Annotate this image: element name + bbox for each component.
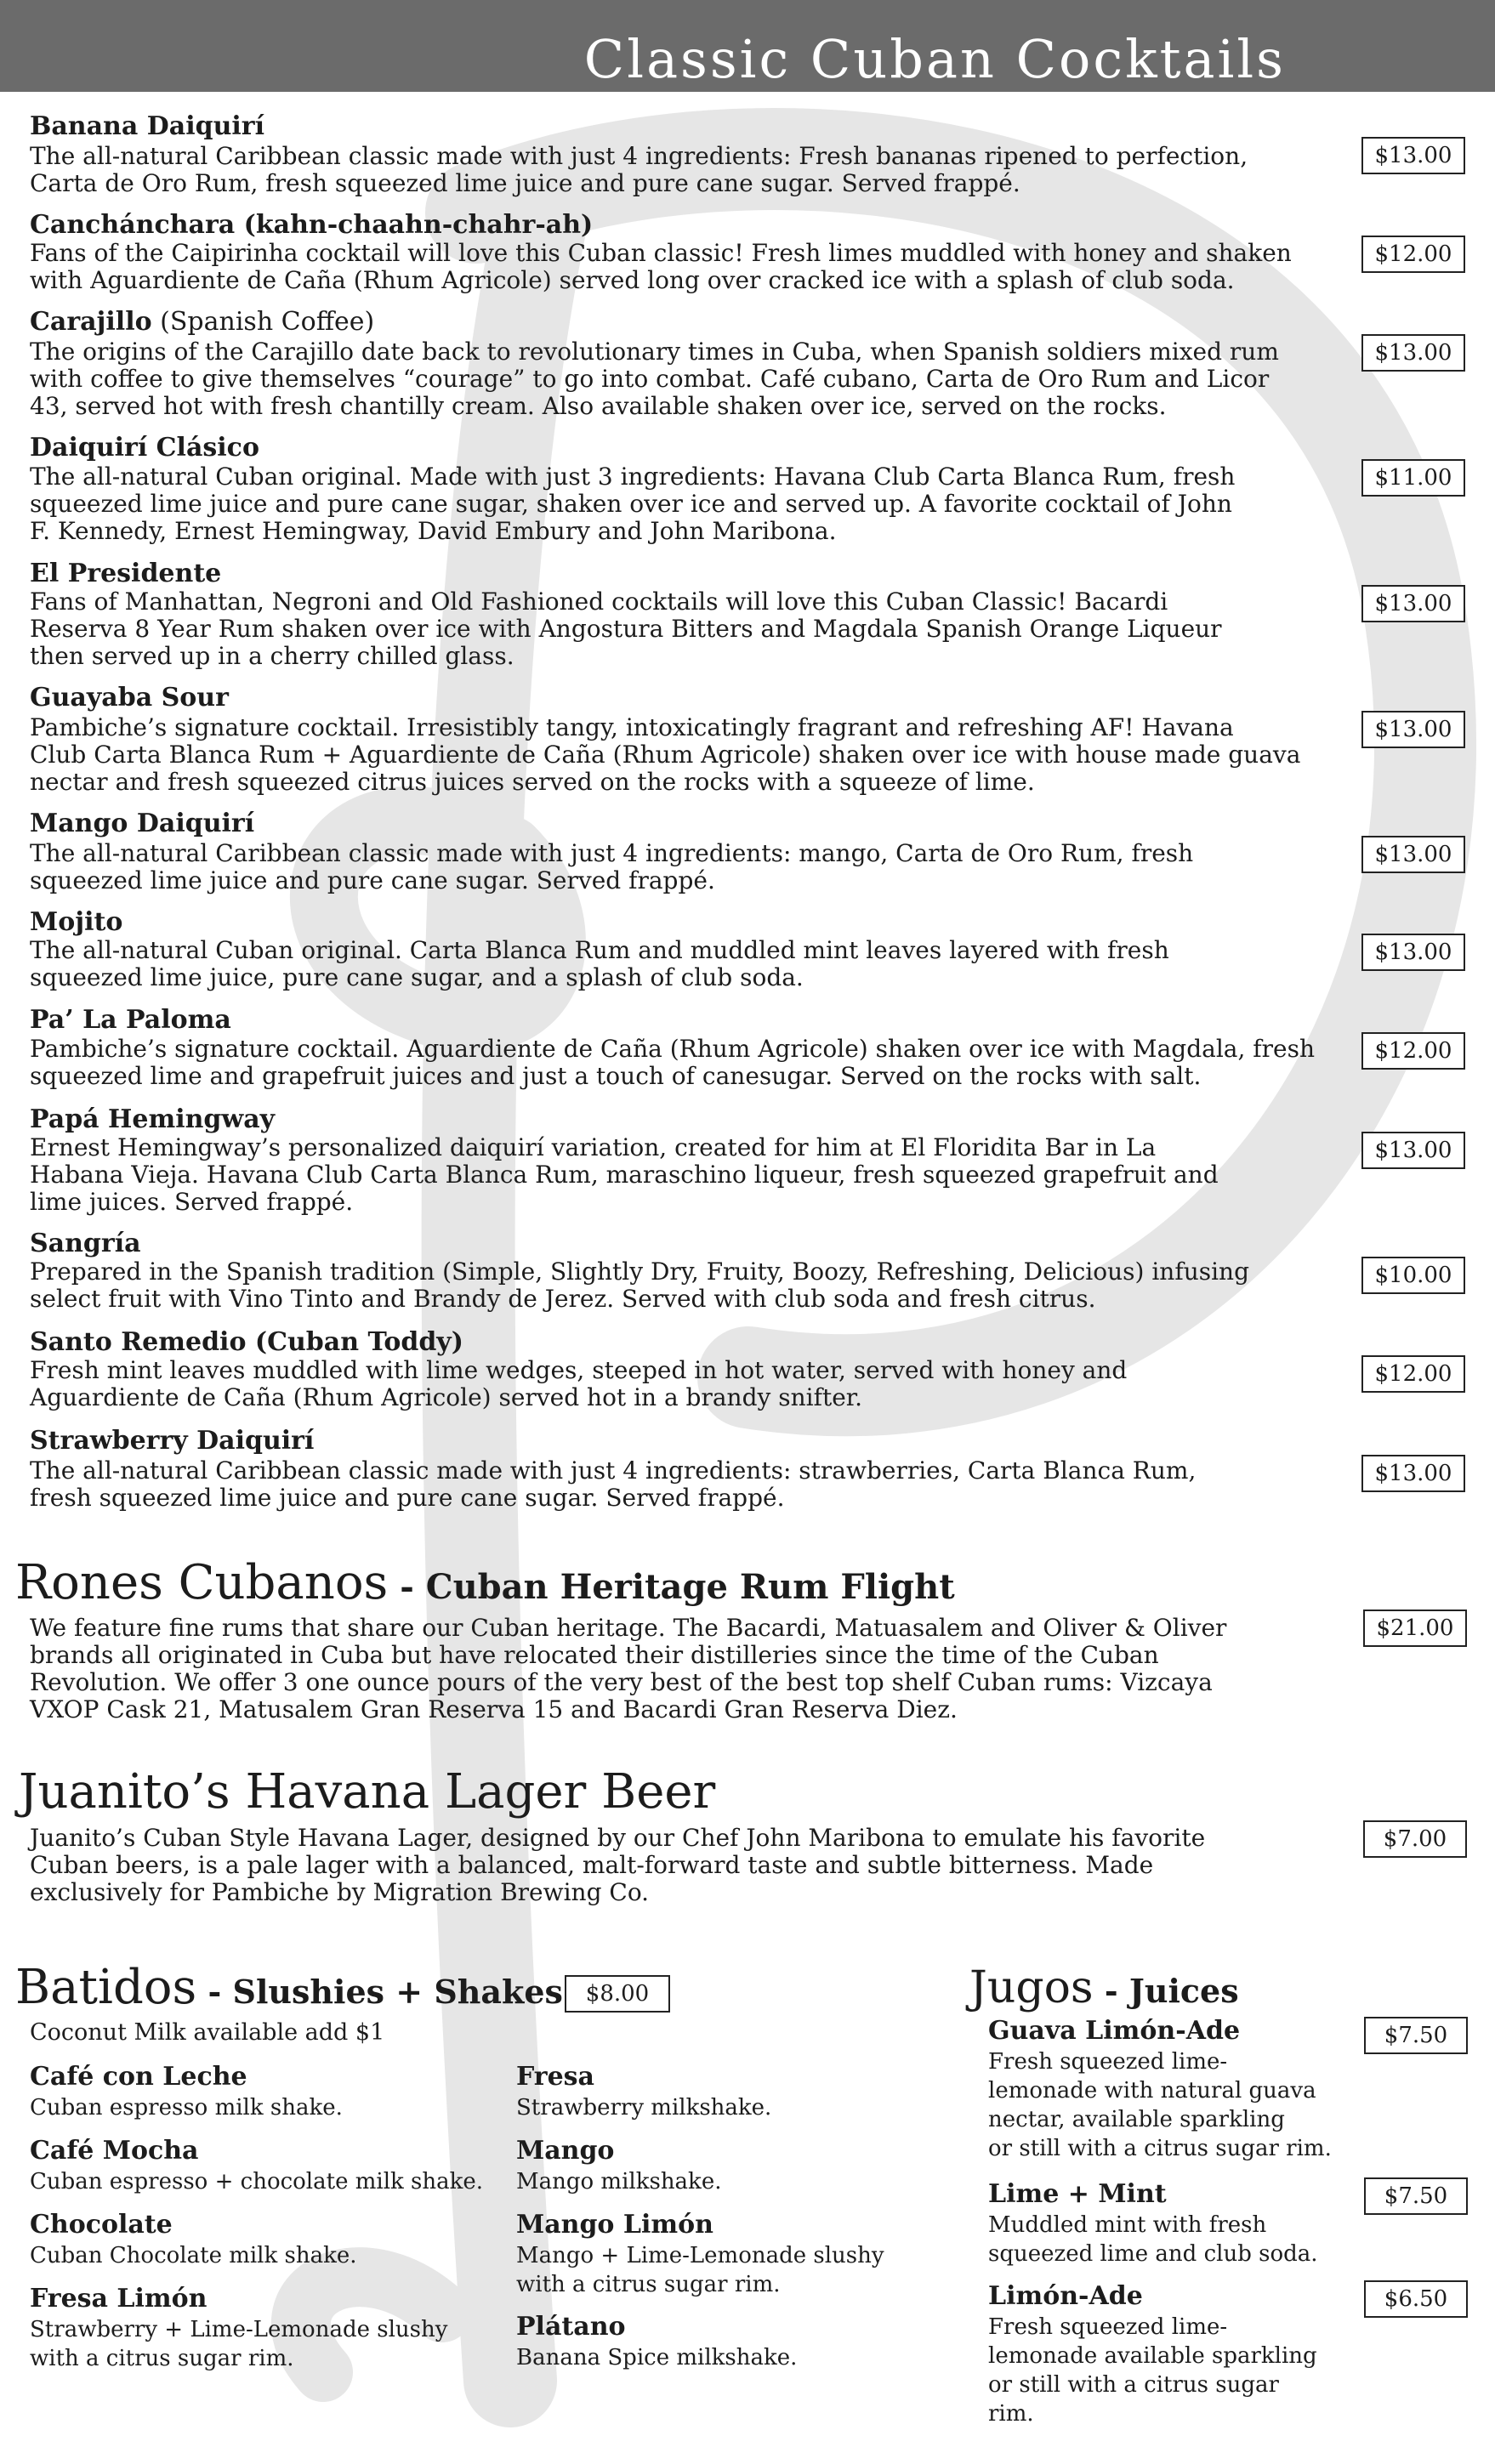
item-name: Mojito xyxy=(30,907,123,937)
item-name: Daiquirí Clásico xyxy=(30,433,259,463)
item-name: Lime + Mint xyxy=(988,2179,1167,2209)
batidos-heading xyxy=(15,1961,563,2019)
item-description: Prepared in the Spanish tradition (Simple, Slightly Dry, Fruity, Boozy, Refreshing, Delicious) infusing select fruit with Vino Tinto and Brandy de Jerez. Served with club soda and fresh citrus. xyxy=(30,1258,1250,1313)
item-name: Limón-Ade xyxy=(988,2281,1143,2311)
item-description: Muddled mint with fresh squeezed lime and club soda. xyxy=(988,2212,1318,2267)
section-title: Rones Cubanos xyxy=(15,1555,389,1610)
price-box: $10.00 xyxy=(1361,1257,1465,1294)
item-description: Mango milkshake. xyxy=(516,2169,722,2194)
price-box: $11.00 xyxy=(1361,459,1465,497)
item-name: Santo Remedio (Cuban Toddy) xyxy=(30,1327,463,1357)
item-name: Mango Daiquirí xyxy=(30,809,255,838)
item-name: Guava Limón-Ade xyxy=(988,2016,1241,2046)
item-name: Café Mocha xyxy=(30,2136,199,2166)
section-subtitle: - Slushies + Shakes xyxy=(196,1973,563,2011)
rones-description: We feature fine rums that share our Cuban heritage. The Bacardi, Matuasalem and Oliver & Oliver brands all originated in Cuba but have relocated their distilleries since the time of the Cuban Revolution. We offer 3 one ounce pours of the very best of the best top shelf Cuban rums: Vizcaya VXOP Cask 21, Matusalem Gran Reserva 15 and Bacardi Gran Reserva Diez. xyxy=(30,1614,1227,1723)
item-name: Canchánchara (kahn-chaahn-chahr-ah) xyxy=(30,210,594,240)
item-description: Fresh mint leaves muddled with lime wedges, steeped in hot water, served with honey and Aguardiente de Caña (Rhum Agricole) served hot in a brandy snifter. xyxy=(30,1356,1128,1411)
item-name: Banana Daiquirí xyxy=(30,111,264,141)
beer-description: Juanito’s Cuban Style Havana Lager, designed by our Chef John Maribona to emulate his favorite Cuban beers, is a pale lager with a balanced, malt-forward taste and subtle bitterness. Made exclusively for Pambiche by Migration Brewing Co. xyxy=(30,1824,1206,1906)
item-name: Strawberry Daiquirí xyxy=(30,1426,315,1456)
item-description: Ernest Hemingway’s personalized daiquirí variation, created for him at El Floridita Bar in La Habana Vieja. Havana Club Carta Blanca Rum, maraschino liqueur, fresh squeezed grapefruit and lime juices. Served frappé. xyxy=(30,1133,1219,1216)
price-box: $7.50 xyxy=(1364,2017,1468,2054)
item-description: Fresh squeezed lime- lemonade with natural guava nectar, available sparkling or still with a citrus sugar rim. xyxy=(988,2049,1332,2161)
item-description: Cuban Chocolate milk shake. xyxy=(30,2243,357,2268)
price-box: $6.50 xyxy=(1364,2280,1468,2318)
section-subtitle: - Juices xyxy=(1093,1972,1239,2010)
price-box: $12.00 xyxy=(1361,1032,1465,1070)
header-bar xyxy=(0,0,1495,92)
item-name: El Presidente xyxy=(30,559,222,588)
price-box: $7.50 xyxy=(1364,2177,1468,2215)
item-name: Mango xyxy=(516,2136,615,2166)
item-description: Fans of Manhattan, Negroni and Old Fashioned cocktails will love this Cuban Classic! Bacardi Reserva 8 Year Rum shaken over ice with Angostura Bitters and Magdala Spanish Orange Liqueur then served up in a cherry chilled glass. xyxy=(30,588,1222,670)
item-description: Fresh squeezed lime- lemonade available sparkling or still with a citrus sugar rim. xyxy=(988,2314,1317,2427)
item-name: Papá Hemingway xyxy=(30,1104,276,1134)
section-title: Batidos xyxy=(15,1960,197,2015)
item-description: Cuban espresso + chocolate milk shake. xyxy=(30,2169,484,2194)
price-box: $12.00 xyxy=(1361,1355,1465,1393)
price-box: $21.00 xyxy=(1363,1610,1467,1647)
item-description: Strawberry + Lime-Lemonade slushy with a citrus sugar rim. xyxy=(30,2317,448,2371)
item-description: Pambiche’s signature cocktail. Aguardiente de Caña (Rhum Agricole) shaken over ice with Magdala, fresh squeezed lime and grapefruit juices and just a touch of canesugar. Served on the rocks with salt. xyxy=(30,1035,1316,1090)
item-description: The all-natural Caribbean classic made with just 4 ingredients: Fresh bananas ripened to perfection, Carta de Oro Rum, fresh squeezed lime juice and pure cane sugar. Served frappé. xyxy=(30,142,1248,197)
price-box: $13.00 xyxy=(1361,1455,1465,1492)
item-name: Pa’ La Paloma xyxy=(30,1005,231,1035)
item-description: Strawberry milkshake. xyxy=(516,2095,772,2121)
section-subtitle: - Cuban Heritage Rum Flight xyxy=(388,1567,955,1607)
item-description: The all-natural Cuban original. Made with just 3 ingredients: Havana Club Carta Blanca Rum, fresh squeezed lime juice and pure cane sugar, shaken over ice and served up. A favorite cocktail of John F. Kennedy, Ernest Hemingway, David Embury and John Maribona. xyxy=(30,463,1236,545)
item-name: Café con Leche xyxy=(30,2062,247,2092)
price-box: $13.00 xyxy=(1361,836,1465,873)
item-name: Guayaba Sour xyxy=(30,683,229,713)
section-title: Jugos xyxy=(969,1962,1094,2013)
item-name: Fresa xyxy=(516,2062,594,2092)
page-title: Classic Cuban Cocktails xyxy=(583,28,1286,90)
item-name: Carajillo (Spanish Coffee) xyxy=(30,307,375,337)
item-name: Chocolate xyxy=(30,2210,173,2240)
price-box: $7.00 xyxy=(1363,1820,1467,1858)
item-name: Fresa Limón xyxy=(30,2284,207,2314)
item-name: Plátano xyxy=(516,2312,626,2342)
item-description: Banana Spice milkshake. xyxy=(516,2345,798,2370)
item-description: The all-natural Caribbean classic made with just 4 ingredients: strawberries, Carta Blanca Rum, fresh squeezed lime juice and pure cane sugar. Served frappé. xyxy=(30,1456,1197,1512)
item-description: The all-natural Cuban original. Carta Blanca Rum and muddled mint leaves layered with fresh squeezed lime juice, pure cane sugar, and a splash of club soda. xyxy=(30,936,1169,991)
item-description: The all-natural Caribbean classic made with just 4 ingredients: mango, Carta de Oro Rum, fresh squeezed lime juice and pure cane sugar. Served frappé. xyxy=(30,839,1194,894)
item-description: Mango + Lime-Lemonade slushy with a citrus sugar rim. xyxy=(516,2243,884,2297)
item-name: Mango Limón xyxy=(516,2210,713,2240)
item-description: The origins of the Carajillo date back to revolutionary times in Cuba, when Spanish soldiers mixed rum with coffee to give themselves “courage” to go into combat. Café cubano, Carta de Oro Rum and Licor 43, served hot with fresh chantilly cream. Also available shaken over ice, served on the rocks. xyxy=(30,338,1279,420)
price-box: $13.00 xyxy=(1361,1132,1465,1169)
item-description: Fans of the Caipirinha cocktail will love this Cuban classic! Fresh limes muddled with honey and shaken with Aguardiente de Caña (Rhum Agricole) served long over cracked ice with a splash of club soda. xyxy=(30,239,1292,294)
item-description: Pambiche’s signature cocktail. Irresistibly tangy, intoxicatingly fragrant and refreshing AF! Havana Club Carta Blanca Rum + Aguardiente de Caña (Rhum Agricole) shaken over ice with house made guava nectar and fresh squeezed citrus juices served on the rocks with a squeeze of lime. xyxy=(30,713,1301,796)
price-box: $13.00 xyxy=(1361,334,1465,372)
price-box: $8.00 xyxy=(565,1975,670,2013)
price-box: $13.00 xyxy=(1361,137,1465,174)
price-box: $12.00 xyxy=(1361,236,1465,273)
beer-heading: Juanito’s Havana Lager Beer xyxy=(19,1764,716,1820)
batidos-note: Coconut Milk available add $1 xyxy=(30,2019,385,2046)
item-description: Cuban espresso milk shake. xyxy=(30,2095,343,2121)
price-box: $13.00 xyxy=(1361,711,1465,748)
price-box: $13.00 xyxy=(1361,585,1465,622)
item-name: Sangría xyxy=(30,1229,141,1258)
price-box: $13.00 xyxy=(1361,934,1465,971)
jugos-heading xyxy=(969,1961,1239,2018)
rones-heading xyxy=(15,1556,955,1615)
